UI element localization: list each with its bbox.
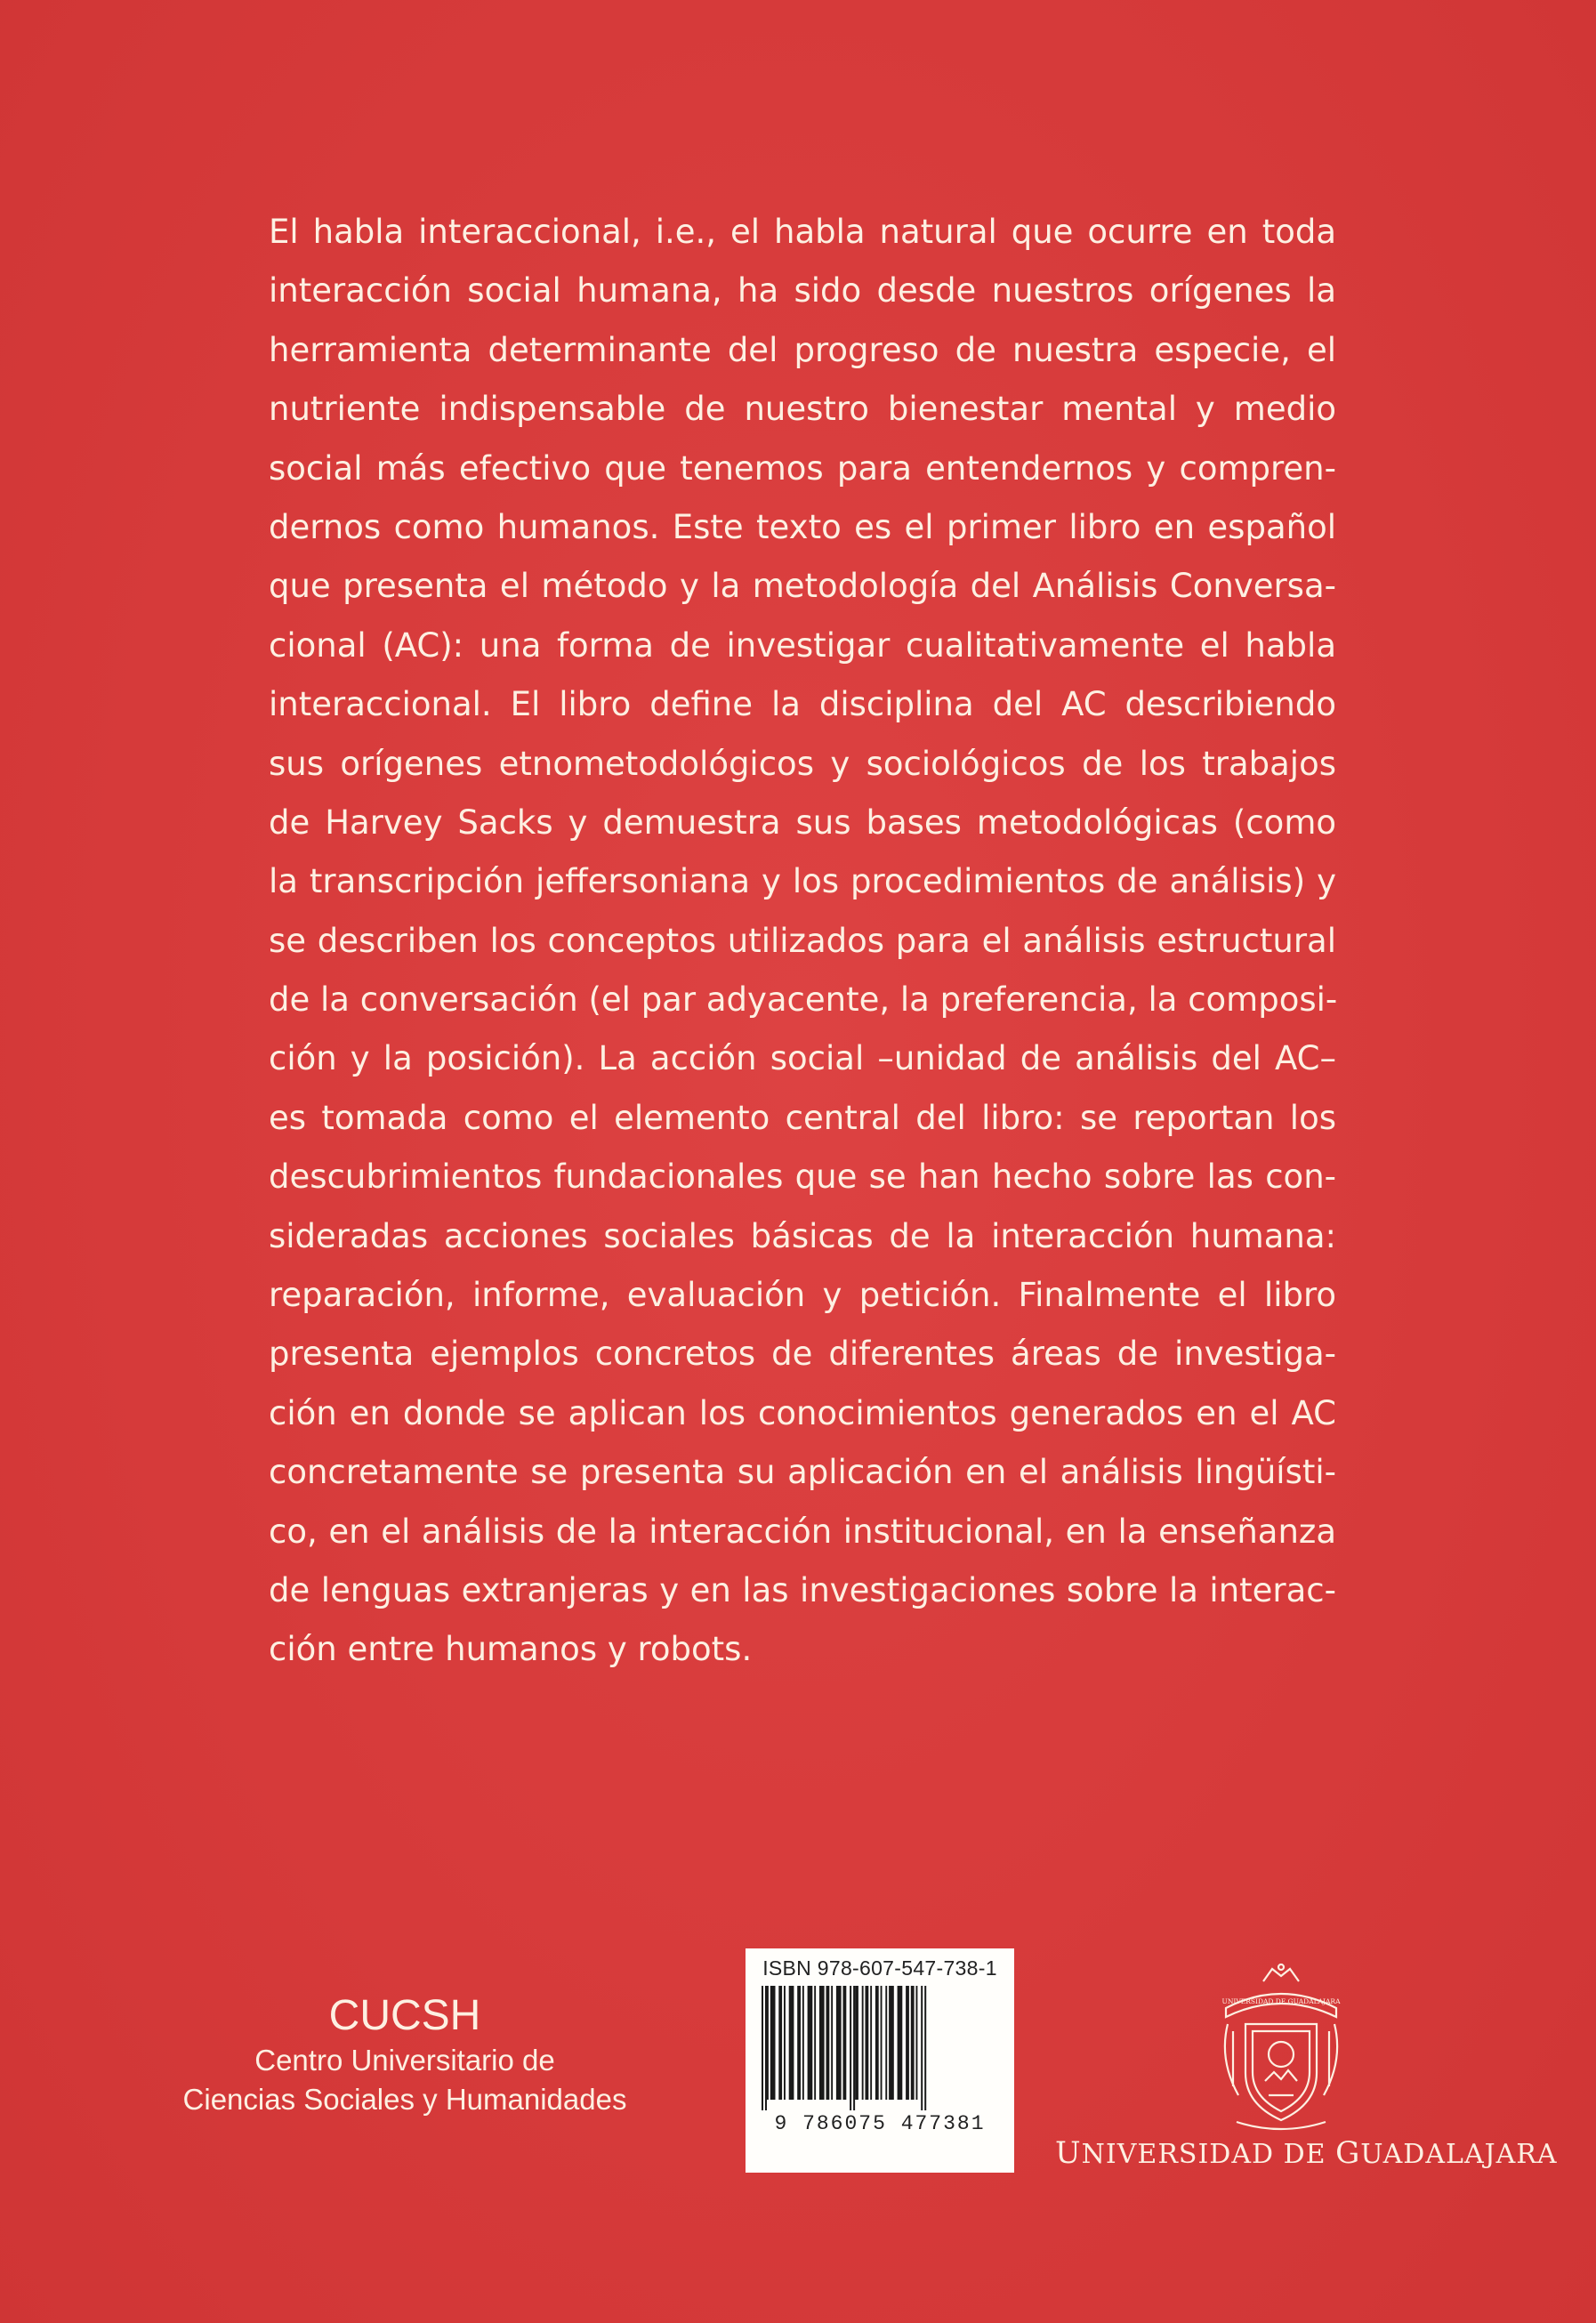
barcode-bar [778, 1986, 782, 2100]
barcode-bar [924, 1986, 926, 2110]
blurb-line: de Harvey Sacks y demuestra sus bases metodológicas (como [269, 803, 1336, 842]
university-name [1055, 2135, 1558, 2171]
barcode-bar [789, 1986, 794, 2100]
blurb-line: reparación, informe, evaluación y petición. Finalmente el libro [269, 1276, 1336, 1315]
isbn-barcode-box [746, 1948, 1014, 2173]
barcode-bar [843, 1986, 847, 2100]
barcode-bar [770, 1986, 776, 2100]
blurb-line: es tomada como el elemento central del libro: se reportan los [269, 1098, 1336, 1137]
barcode-bar [881, 1986, 883, 2100]
blurb-line: ción y la posición). La acción social –unidad de análisis del AC– [269, 1039, 1336, 1078]
university-name-cap-1: U [1055, 2135, 1082, 2171]
barcode-bar [916, 1986, 918, 2100]
publisher-block [151, 1991, 658, 2119]
barcode-bar [921, 1986, 923, 2110]
blurb-line: co, en el análisis de la interacción institucional, en la enseñanza [269, 1512, 1336, 1551]
blurb-line: dernos como humanos. Este texto es el primer libro en español [269, 507, 1336, 546]
blurb-line: nutriente indispensable de nuestro bienestar mental y medio [269, 390, 1336, 429]
barcode-bar [836, 1986, 842, 2100]
blurb-line: sideradas acciones sociales básicas de la interacción humana: [269, 1216, 1336, 1255]
blurb-line: que presenta el método y la metodología del Análisis Conversa- [269, 567, 1336, 606]
publisher-name-line-2: Ciencias Sociales y Humanidades [182, 2083, 627, 2116]
barcode-bar [831, 1986, 833, 2100]
barcode-bar [797, 1986, 801, 2100]
blurb-line: de la conversación (el par adyacente, la preferencia, la composi- [269, 980, 1338, 1020]
blurb-line: social más efectivo que tenemos para entendernos y compren- [269, 448, 1336, 488]
blurb-line: presenta ejemplos concretos de diferentes áreas de investiga- [269, 1335, 1336, 1374]
blurb-line: de lenguas extranjeras y en las investigaciones sobre la interac- [269, 1570, 1336, 1609]
barcode-bar [875, 1986, 879, 2100]
barcode-bar [862, 1986, 864, 2100]
blurb-line: se describen los conceptos utilizados para el análisis estructural [269, 921, 1336, 960]
barcode-bar [814, 1986, 816, 2100]
barcode-bar [911, 1986, 915, 2100]
barcode-bar [826, 1986, 830, 2100]
university-name-part-2: UADALAJARA [1360, 2139, 1558, 2170]
blurb-line: concretamente se presenta su aplicación en el análisis lingüísti- [269, 1453, 1336, 1492]
barcode-bar [784, 1986, 786, 2100]
barcode-bar [898, 1986, 903, 2100]
barcode-bar [762, 1986, 763, 2110]
publisher-name-line-1: Centro Universitario de [254, 2044, 555, 2077]
barcode-bar [850, 1986, 851, 2110]
blurb-line: cional (AC): una forma de investigar cualitativamente el habla [269, 625, 1336, 665]
blurb-line: El habla interaccional, i.e., el habla natural que ocurre en toda [269, 213, 1336, 251]
blurb-line: descubrimientos fundacionales que se han hecho sobre las con- [269, 1157, 1336, 1197]
barcode-bar [808, 1986, 813, 2100]
blurb-line: interaccional. El libro define la disciplina del AC describiendo [269, 685, 1336, 724]
blurb-line: interacción social humana, ha sido desde nuestros orígenes la [269, 271, 1336, 311]
blurb-line: ción entre humanos y robots. [269, 1630, 753, 1669]
barcode-bar [855, 1986, 858, 2100]
back-cover-blurb [269, 203, 1336, 1680]
isbn-label: ISBN 978-607-547-738-1 [762, 1956, 997, 1980]
barcode-bar [767, 1986, 769, 2100]
barcode-number: 9 786075 477381 [774, 2112, 986, 2135]
blurb-line: ción en donde se aplican los conocimientos generados en el AC [269, 1393, 1336, 1432]
barcode-bar [765, 1986, 767, 2110]
barcode-graphic [758, 1986, 1002, 2110]
barcode-bar [906, 1986, 909, 2100]
barcode-bar [819, 1986, 825, 2100]
seal-text: UNIVERSIDAD DE GUADALAJARA [1221, 1997, 1341, 2005]
barcode-bar [853, 1986, 855, 2110]
barcode-bar [870, 1986, 872, 2100]
university-name-cap-2: G [1335, 2135, 1361, 2171]
barcode-bar [866, 1986, 869, 2100]
blurb-line: la transcripción jeffersoniana y los procedimientos de análisis) y [269, 862, 1336, 901]
publisher-acronym: CUCSH [328, 1992, 481, 2039]
university-name-part-1: NIVERSIDAD DE [1081, 2139, 1336, 2170]
barcode-bar [802, 1986, 804, 2100]
barcode-bar [889, 1986, 894, 2100]
university-seal-icon [1210, 1962, 1352, 2140]
blurb-line: sus orígenes etnometodológicos y sociológicos de los trabajos [269, 744, 1336, 783]
barcode-bar [885, 1986, 887, 2100]
blurb-line: herramienta determinante del progreso de nuestra especie, el [269, 330, 1336, 369]
